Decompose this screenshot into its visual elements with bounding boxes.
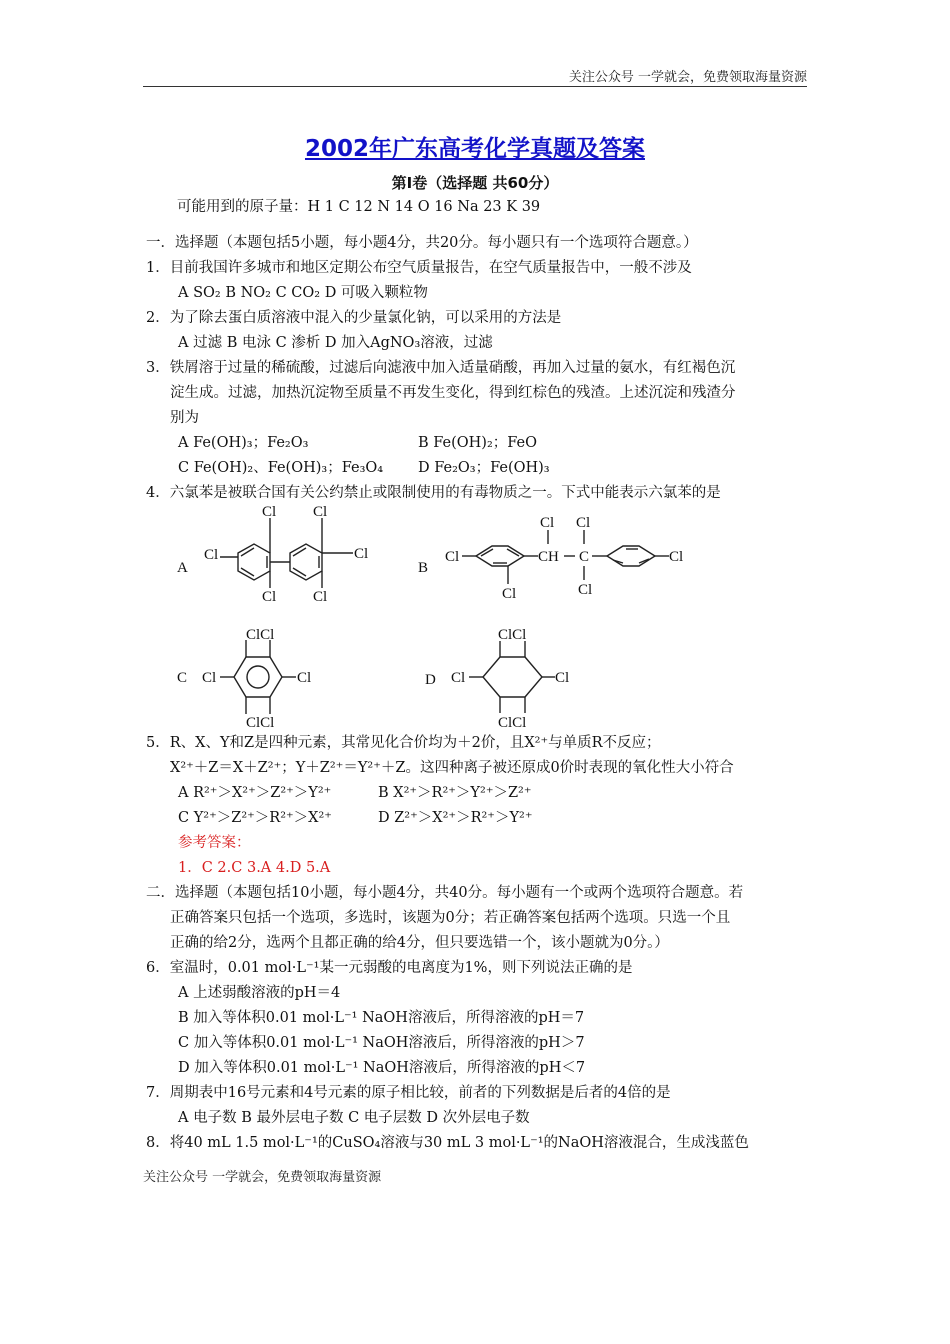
q4-label-d: D: [425, 672, 436, 688]
q4b-cl-left: Cl: [445, 549, 460, 565]
q5-option-b: B X²⁺＞R²⁺＞Y²⁺＞Z²⁺: [378, 785, 532, 801]
q3-stem-line2: 淀生成。过滤，加热沉淀物至质量不再发生变化，得到红棕色的残渣。上述沉淀和残渣分: [170, 385, 736, 401]
q4-label-b: B: [418, 560, 429, 576]
q4d-cl-right: Cl: [555, 670, 570, 686]
q2-options: A 过滤 B 电泳 C 渗析 D 加入AgNO₃溶液，过滤: [178, 335, 493, 351]
q4d-cl-bottom: ClCl: [498, 715, 527, 731]
q3-option-c: C Fe(OH)₂、Fe(OH)₃；Fe₃O₄: [178, 460, 384, 476]
q3-stem-line3: 别为: [170, 410, 199, 426]
q6-option-b: B 加入等体积0.01 mol·L⁻¹ NaOH溶液后，所得溶液的pH＝7: [178, 1010, 585, 1026]
q4d-cl-top: ClCl: [498, 627, 527, 643]
footer-note: 关注公众号 一学就会，免费领取海量资源: [143, 1170, 382, 1185]
q3-option-d: D Fe₂O₃；Fe(OH)₃: [418, 460, 550, 476]
q7-stem: 7．周期表中16号元素和4号元素的原子相比较，前者的下列数据是后者的4倍的是: [146, 1085, 671, 1101]
q4-label-c: C: [177, 670, 188, 686]
q3-stem-line1: 3．铁屑溶于过量的稀硫酸，过滤后向滤液中加入适量硝酸，再加入过量的氨水，有红褐色沉: [146, 360, 736, 376]
q5-stem-line2: X²⁺＋Z＝X＋Z²⁺；Y＋Z²⁺＝Y²⁺＋Z。这四种离子被还原成0价时表现的氧化性大小符合: [170, 760, 734, 776]
header-note: 关注公众号 一学就会，免费领取海量资源: [568, 70, 807, 85]
section2-intro-line2: 正确答案只包括一个选项，多选时，该题为0分；若正确答案包括两个选项。只选一个且: [170, 910, 731, 926]
header-rule: [143, 86, 807, 87]
q4b-c: C: [579, 549, 590, 565]
q4a-cl2: Cl: [262, 504, 277, 520]
q4a-cl6: Cl: [354, 546, 369, 562]
section2-intro-line3: 正确的给2分，选两个且都正确的给4分，但只要选错一个，该小题就为0分。）: [170, 935, 669, 951]
q4-stem: 4．六氯苯是被联合国有关公约禁止或限制使用的有毒物质之一。下式中能表示六氯苯的是: [146, 485, 721, 501]
q7-options: A 电子数 B 最外层电子数 C 电子层数 D 次外层电子数: [178, 1110, 530, 1126]
section2-intro-line1: 二．选择题（本题包括10小题，每小题4分，共40分。每小题有一个或两个选项符合题意。若: [146, 885, 744, 901]
q4a-cl4: Cl: [313, 504, 328, 520]
q4b-cl-bottom: Cl: [502, 586, 517, 602]
q5-option-d: D Z²⁺＞X²⁺＞R²⁺＞Y²⁺: [378, 810, 533, 826]
q4b-cl-ch: Cl: [540, 515, 555, 531]
page-title[interactable]: 2002年广东高考化学真题及答案: [304, 136, 645, 162]
answers: 1．C 2.C 3.A 4.D 5.A: [178, 860, 331, 876]
q1-stem: 1．目前我国许多城市和地区定期公布空气质量报告，在空气质量报告中，一般不涉及: [146, 260, 692, 276]
q4d-ring: [483, 657, 542, 697]
q1-options: A SO₂ B NO₂ C CO₂ D 可吸入颗粒物: [178, 285, 428, 301]
q6-stem: 6．室温时，0.01 mol·L⁻¹某一元弱酸的电离度为1%，则下列说法正确的是: [146, 960, 633, 976]
section1-intro: 一．选择题（本题包括5小题，每小题4分，共20分。每小题只有一个选项符合题意。）: [146, 235, 698, 251]
q4c-cl-top: ClCl: [246, 627, 275, 643]
q4a-ring-right: [290, 544, 322, 580]
q4a-ring-left: [238, 544, 270, 580]
atomic-masses: 可能用到的原子量：H 1 C 12 N 14 O 16 Na 23 K 39: [177, 199, 541, 215]
q4b-cl-c-top: Cl: [576, 515, 591, 531]
q4d-cl-left: Cl: [451, 670, 466, 686]
q3-option-a: A Fe(OH)₃；Fe₂O₃: [178, 435, 309, 451]
q3-option-b: B Fe(OH)₂；FeO: [418, 435, 538, 451]
q4c-cl-bottom: ClCl: [246, 715, 275, 731]
q4a-dbl4: [293, 548, 306, 556]
q5-option-c: C Y²⁺＞Z²⁺＞R²⁺＞X²⁺: [178, 810, 332, 826]
q2-stem: 2．为了除去蛋白质溶液中混入的少量氯化钠，可以采用的方法是: [146, 310, 562, 326]
answer-label: 参考答案：: [178, 835, 251, 851]
q4c-ring: [234, 657, 282, 697]
q5-option-a: A R²⁺＞X²⁺＞Z²⁺＞Y²⁺: [178, 785, 332, 801]
q5-stem-line1: 5．R、X、Y和Z是四种元素，其常见化合价均为＋2价，且X²⁺与单质R不反应；: [146, 735, 661, 751]
q4b-cl-c-bottom: Cl: [578, 582, 593, 598]
q4b-ch: CH: [538, 549, 559, 565]
q4-label-a: A: [177, 560, 188, 576]
q6-option-d: D 加入等体积0.01 mol·L⁻¹ NaOH溶液后，所得溶液的pH＜7: [178, 1060, 586, 1076]
q6-option-a: A 上述弱酸溶液的pH＝4: [178, 985, 341, 1001]
q4a-dbl1: [241, 548, 254, 556]
q8-stem: 8．将40 mL 1.5 mol·L⁻¹的CuSO₄溶液与30 mL 3 mol·L⁻¹的NaOH溶液混合，生成浅蓝色: [146, 1135, 749, 1151]
q4a-dbl3: [241, 568, 254, 576]
q4a-cl3: Cl: [262, 589, 277, 605]
q6-option-c: C 加入等体积0.01 mol·L⁻¹ NaOH溶液后，所得溶液的pH＞7: [178, 1035, 585, 1051]
q4a-cl5: Cl: [313, 589, 328, 605]
q4a-cl1: Cl: [204, 547, 219, 563]
q4c-cl-right: Cl: [297, 670, 312, 686]
q4c-aromatic-circle: [247, 666, 269, 688]
q4c-cl-left: Cl: [202, 670, 217, 686]
part1-title: 第Ⅰ卷（选择题 共60分）: [391, 174, 559, 192]
q4-structures: [150, 500, 710, 732]
q4b-cl-right: Cl: [669, 549, 684, 565]
q4a-dbl6: [293, 568, 306, 576]
